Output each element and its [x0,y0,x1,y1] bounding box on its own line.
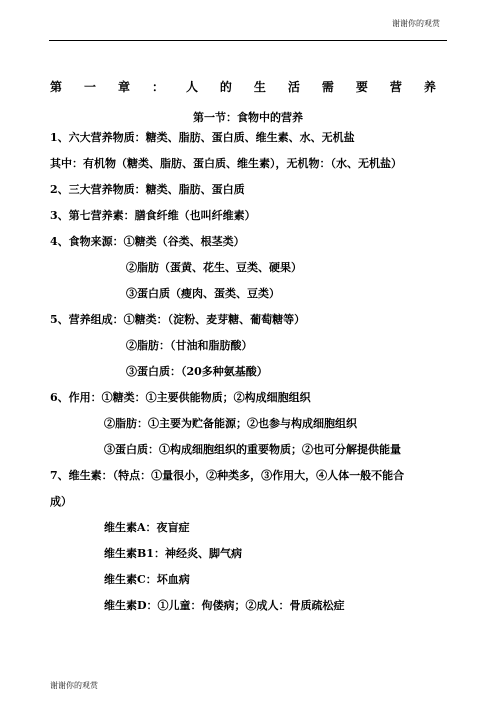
text-line: ③蛋白质（瘦肉、蛋类、豆类） [126,287,280,300]
text-line: 5、营养组成：①糖类：（淀粉、麦芽糖、葡萄糖等） [50,313,306,326]
chapter-title [50,78,436,95]
chapter-char: 营 [389,80,402,94]
text-line: 维生素C：坏血病 [104,573,190,586]
text-line: 维生素A：夜盲症 [104,521,190,534]
chapter-char: 一 [83,80,96,94]
chapter-char: 活 [287,80,300,94]
chapter-char: 要 [355,80,368,94]
text-line: ②脂肪：①主要为贮备能源；②也参与构成细胞组织 [104,417,357,430]
chapter-char: 章 [117,80,130,94]
text-line: 4、食物来源：①糖类（谷类、根茎类） [50,235,245,248]
text-line: ③蛋白质：（20多种氨基酸） [126,365,268,378]
chapter-char: 养 [423,80,436,94]
chapter-char: 人 [185,80,198,94]
text-line: 维生素B1：神经炎、脚气病 [104,547,242,560]
text-line: 成） [50,495,72,508]
text-line: 2、三大营养物质：糖类、脂肪、蛋白质 [50,183,245,196]
chapter-char: 第 [50,80,63,94]
text-line: 维生素D：①儿童：佝偻病；②成人：骨质疏松症 [104,599,345,612]
page-footer-text: 谢谢你的观赏 [50,681,98,690]
chapter-char: ： [151,80,164,94]
text-line: ②脂肪（蛋黄、花生、豆类、硬果） [126,261,302,274]
chapter-char: 生 [253,80,266,94]
text-line: 6、作用：①糖类：①主要供能物质；②构成细胞组织 [50,391,311,404]
header-divider [49,40,447,41]
page-header-text: 谢谢你的观赏 [392,19,440,28]
text-line: 3、第七营养素：膳食纤维（也叫纤维素） [50,209,256,222]
text-line: 7、维生素：（特点：①量很小，②种类多，③作用大，④人体一般不能合 [50,469,405,482]
chapter-char: 需 [321,80,334,94]
chapter-char: 的 [219,80,232,94]
text-line: ②脂肪：（甘油和脂肪酸） [126,339,253,352]
text-line: 其中：有机物（糖类、脂肪、蛋白质、维生素），无机物：（水、无机盐） [50,157,402,170]
section-title: 第一节：食物中的营养 [193,111,303,124]
text-line: ③蛋白质：①构成细胞组织的重要物质；②也可分解提供能量 [104,443,401,456]
text-line: 1、六大营养物质：糖类、脂肪、蛋白质、维生素、水、无机盐 [50,131,355,144]
